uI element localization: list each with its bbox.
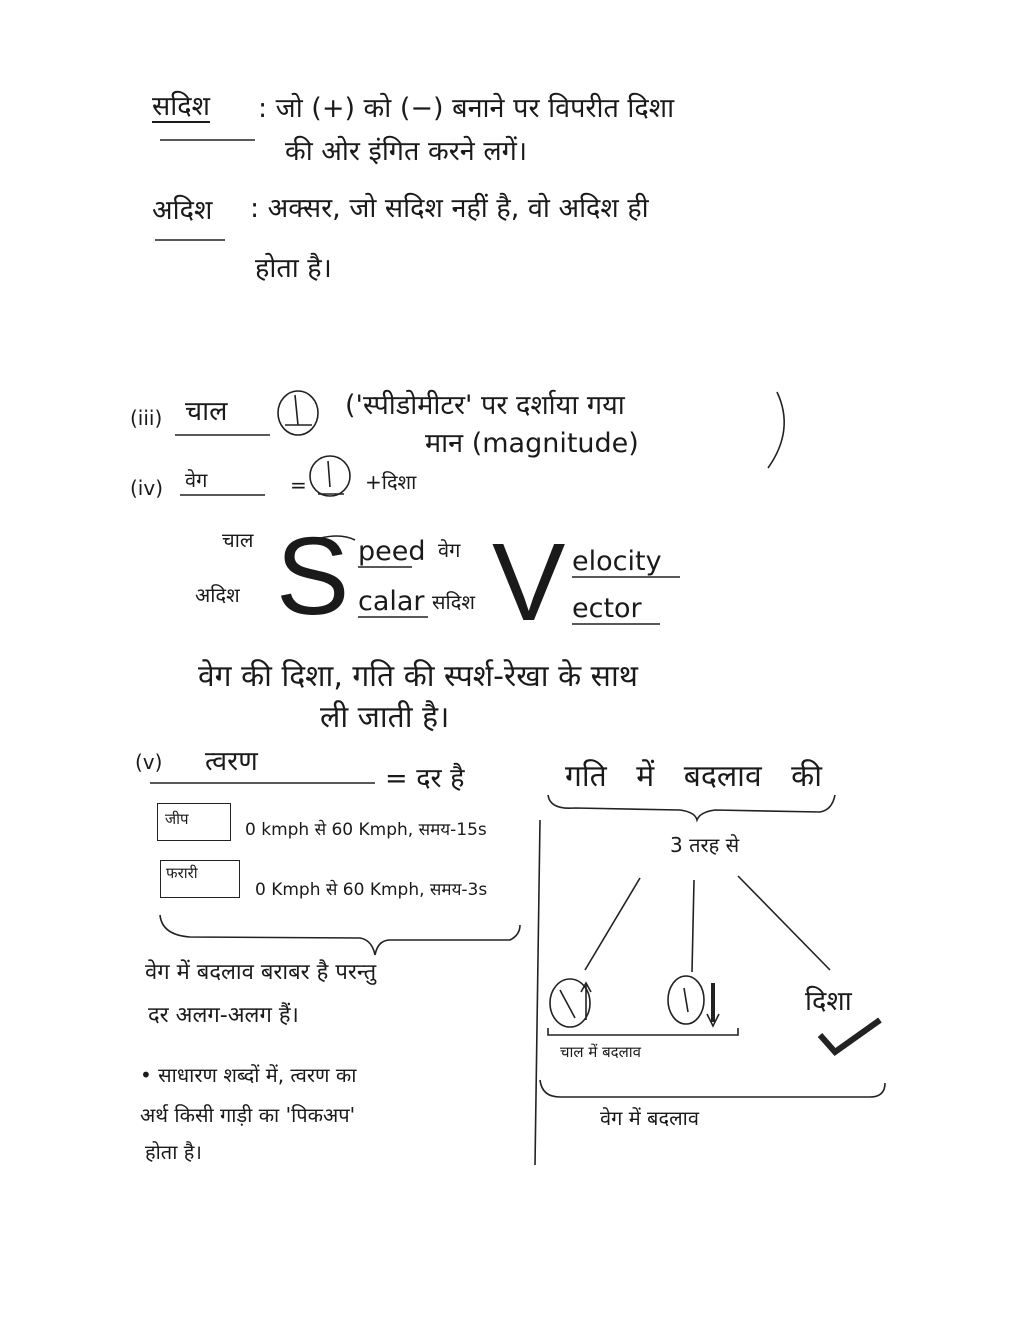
vector-term: सदिश: [152, 91, 210, 122]
tree-speed-change: चाल में बदलाव: [560, 1043, 642, 1061]
direction-note-line1: वेग की दिशा, गति की स्पर्श-रेखा के साथ: [198, 659, 638, 694]
acceleration-rhs: गति में बदलाव की: [565, 759, 822, 794]
tree-velocity-change: वेग में बदलाव: [600, 1106, 699, 1130]
speedometer-icon: [278, 391, 318, 435]
speed-term: चाल: [185, 396, 228, 427]
direction-note-line2: ली जाती है।: [320, 700, 450, 735]
scalar-term: अदिश: [152, 195, 213, 226]
vector-definition-line2: की ओर इंगित करने लगें।: [285, 136, 528, 167]
velocity-equals: =: [290, 473, 307, 497]
speed-number: (iii): [130, 406, 163, 430]
simple-words-line1: • साधारण शब्दों में, त्वरण का: [140, 1063, 357, 1087]
speed-description-line2: मान (magnitude): [425, 428, 639, 459]
mnemonic-scalar-hindi: अदिश: [195, 583, 240, 607]
example-vehicle: जीप: [165, 810, 189, 828]
mnemonic-velocity-rest: elocity: [572, 546, 662, 577]
speed-description-line1: ('स्पीडोमीटर' पर दर्शाया गया: [345, 390, 625, 421]
speedometer-icon: [310, 456, 350, 496]
tree-direction: दिशा: [805, 986, 852, 1017]
mnemonic-speed-rest: peed: [358, 536, 426, 567]
acceleration-equals-rate: = दर है: [385, 763, 465, 794]
mnemonic-speed-hindi: चाल: [222, 528, 254, 552]
velocity-plus-direction: +दिशा: [365, 470, 417, 494]
mnemonic-S: S: [276, 515, 350, 638]
scalar-definition-line1: : अक्सर, जो सदिश नहीं है, वो अदिश ही: [250, 193, 649, 224]
velocity-number: (iv): [130, 476, 163, 500]
scalar-definition-line2: होता है।: [255, 253, 332, 284]
vector-definition-line1: : जो (+) को (−) बनाने पर विपरीत दिशा: [258, 93, 675, 124]
examples-note-line2: दर अलग-अलग हैं।: [148, 1003, 299, 1028]
mnemonic-velocity-hindi: वेग: [438, 538, 461, 562]
mnemonic-V: V: [492, 521, 566, 644]
simple-words-line3: होता है।: [145, 1140, 202, 1164]
example-text: 0 kmph से 60 Kmph, समय-15s: [245, 820, 487, 840]
acceleration-term: त्वरण: [205, 746, 258, 777]
velocity-term: वेग: [185, 468, 208, 492]
examples-note-line1: वेग में बदलाव बराबर है परन्तु: [145, 960, 377, 985]
acceleration-number: (v): [135, 750, 163, 774]
mnemonic-vector-hindi: सदिश: [432, 590, 475, 614]
mnemonic-vector-rest: ector: [572, 593, 642, 624]
example-text: 0 Kmph से 60 Kmph, समय-3s: [255, 880, 488, 900]
tree-root: 3 तरह से: [670, 833, 740, 857]
mnemonic-scalar-rest: calar: [358, 586, 425, 617]
simple-words-line2: अर्थ किसी गाड़ी का 'पिकअप': [140, 1103, 356, 1127]
example-vehicle: फरारी: [166, 864, 198, 882]
